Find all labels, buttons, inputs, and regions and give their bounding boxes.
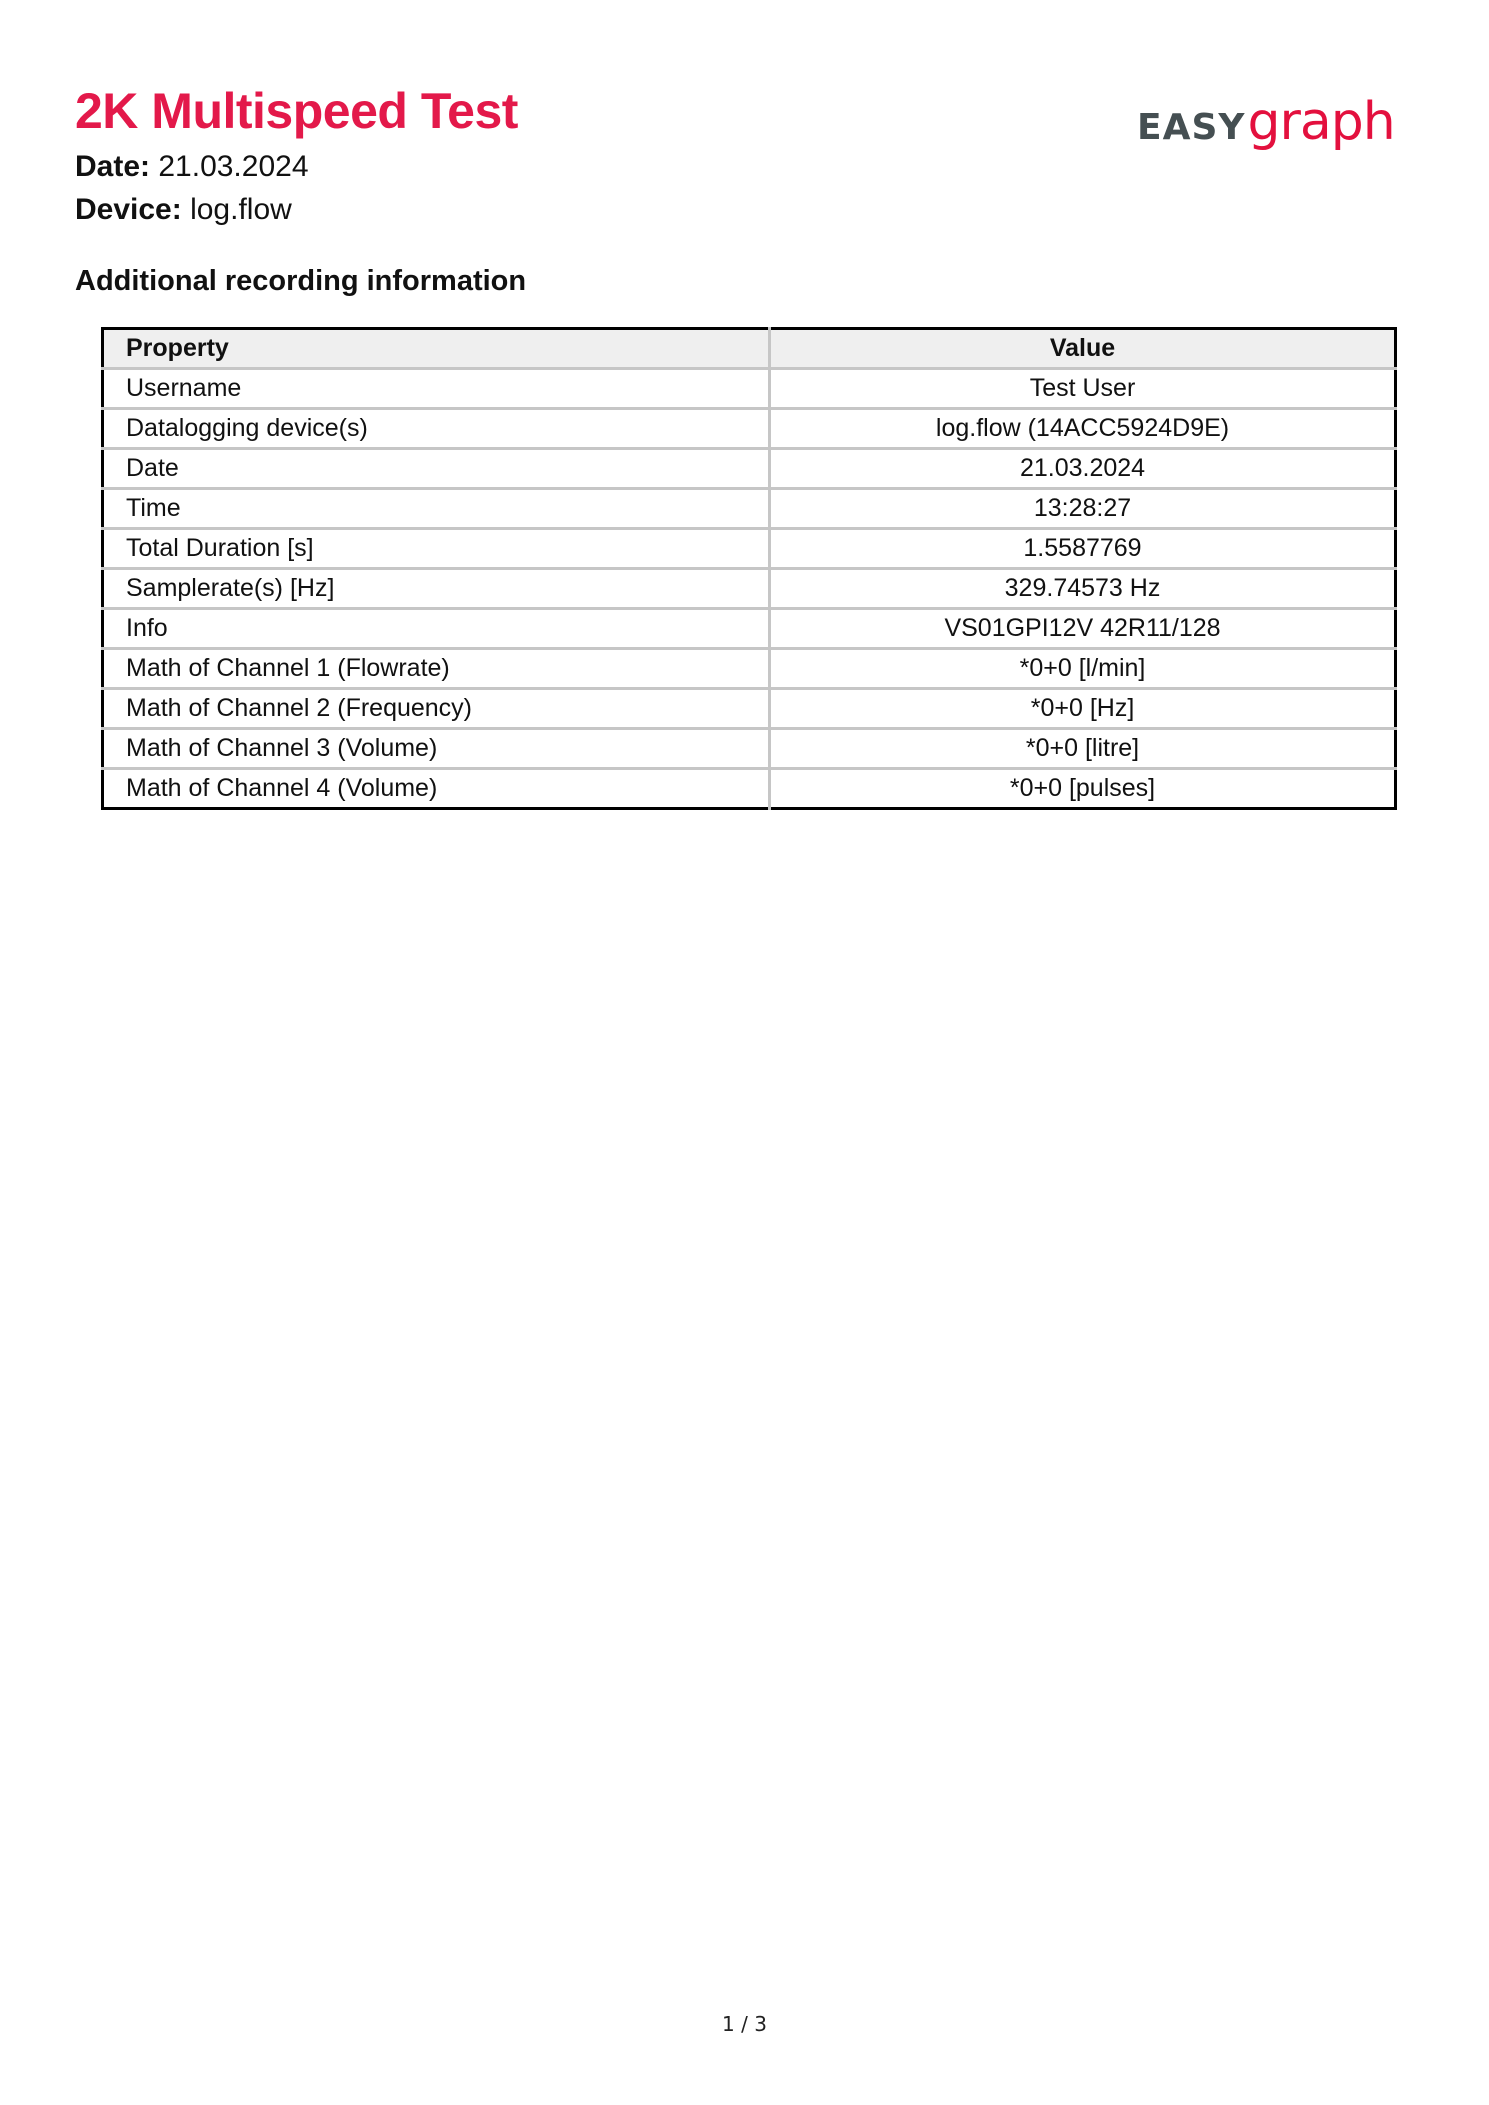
value-cell: 21.03.2024 xyxy=(770,449,1396,489)
table-row xyxy=(103,649,1396,689)
table-row xyxy=(103,369,1396,409)
table-row xyxy=(103,489,1396,529)
property-cell: Date xyxy=(103,449,770,489)
value-cell: *0+0 [litre] xyxy=(770,729,1396,769)
value-cell: 13:28:27 xyxy=(770,489,1396,529)
table-row xyxy=(103,529,1396,569)
report-device xyxy=(75,193,292,227)
report-title: 2K Multispeed Test xyxy=(75,83,518,139)
table-row xyxy=(103,769,1396,809)
property-cell: Samplerate(s) [Hz] xyxy=(103,569,770,609)
value-cell: *0+0 [pulses] xyxy=(770,769,1396,809)
value-cell: Test User xyxy=(770,369,1396,409)
logo-easy-text: EASY xyxy=(1137,107,1246,148)
table-row xyxy=(103,609,1396,649)
column-header-value: Value xyxy=(770,329,1396,369)
value-cell: log.flow (14ACC5924D9E) xyxy=(770,409,1396,449)
table-row xyxy=(103,449,1396,489)
value-cell: 329.74573 Hz xyxy=(770,569,1396,609)
value-cell: VS01GPI12V 42R11/128 xyxy=(770,609,1396,649)
property-cell: Info xyxy=(103,609,770,649)
date-label: Date: xyxy=(75,150,151,183)
device-label: Device: xyxy=(75,193,182,226)
report-date xyxy=(75,150,309,184)
easygraph-logo xyxy=(1137,92,1395,162)
property-cell: Math of Channel 3 (Volume) xyxy=(103,729,770,769)
property-cell: Total Duration [s] xyxy=(103,529,770,569)
device-value: log.flow xyxy=(190,193,292,226)
value-cell: 1.5587769 xyxy=(770,529,1396,569)
logo-graph-text: graph xyxy=(1247,92,1395,152)
property-cell: Username xyxy=(103,369,770,409)
column-header-property: Property xyxy=(103,329,770,369)
value-cell: *0+0 [Hz] xyxy=(770,689,1396,729)
section-heading: Additional recording information xyxy=(75,265,527,297)
property-cell: Math of Channel 2 (Frequency) xyxy=(103,689,770,729)
date-value: 21.03.2024 xyxy=(158,150,309,183)
table-row xyxy=(103,569,1396,609)
table-row xyxy=(103,689,1396,729)
value-cell: *0+0 [l/min] xyxy=(770,649,1396,689)
property-cell: Math of Channel 4 (Volume) xyxy=(103,769,770,809)
property-cell: Datalogging device(s) xyxy=(103,409,770,449)
table-row xyxy=(103,729,1396,769)
property-cell: Math of Channel 1 (Flowrate) xyxy=(103,649,770,689)
table-header-row xyxy=(103,329,1396,369)
property-cell: Time xyxy=(103,489,770,529)
recording-info-table xyxy=(101,327,1397,810)
page-number: 1 / 3 xyxy=(722,2012,767,2036)
table-row xyxy=(103,409,1396,449)
